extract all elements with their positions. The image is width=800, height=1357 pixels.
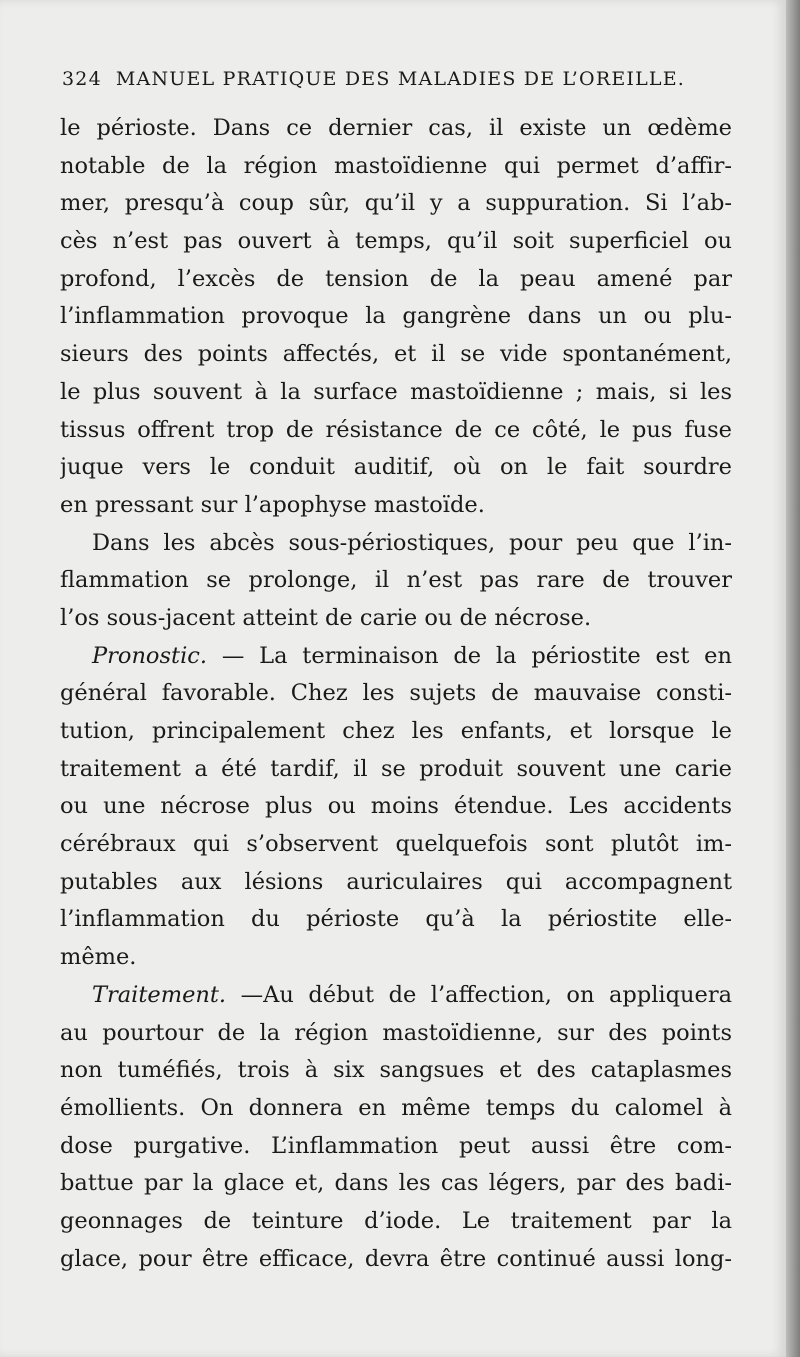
body-text	[60, 110, 732, 1278]
section-heading-traitement: Traitement.	[92, 981, 227, 1008]
text-line: l’os sous-jacent atteint de carie ou de nécrose.	[60, 604, 592, 631]
text-line: battue par la glace et, dans les cas légers, par des badi-	[60, 1170, 732, 1197]
text-line: l’inflammation provoque la gangrène dans un ou plu-	[60, 303, 732, 330]
section-heading-pronostic: Pronostic.	[92, 642, 208, 669]
text-line: général favorable. Chez les sujets de mauvaise consti-	[60, 680, 732, 707]
text-line-content: —Au début de l’affection, on appliquera	[240, 981, 732, 1008]
page-number: 324	[62, 68, 102, 90]
text-line: juque vers le conduit auditif, où on le fait sourdre	[60, 454, 732, 481]
text-line: émollients. On donnera en même temps du calomel à	[60, 1094, 732, 1121]
text-line: l’inflammation du périoste qu’à la périostite elle-	[60, 906, 732, 933]
text-line: ou une nécrose plus ou moins étendue. Les accidents	[60, 793, 732, 820]
text-line: au pourtour de la région mastoïdienne, sur des points	[60, 1019, 732, 1046]
text-line: en pressant sur l’apophyse mastoïde.	[60, 491, 485, 518]
text-line: cès n’est pas ouvert à temps, qu’il soit superficiel ou	[60, 228, 732, 255]
text-line: tissus offrent trop de résistance de ce côté, le pus fuse	[60, 416, 732, 443]
running-header	[62, 68, 712, 90]
text-line: profond, l’excès de tension de la peau amené par	[60, 265, 732, 292]
text-line-content: — La terminaison de la périostite est en	[221, 642, 732, 669]
page-edge-shadow	[786, 0, 800, 1357]
text-line: le plus souvent à la surface mastoïdienne ; mais, si les	[60, 378, 732, 405]
running-title: MANUEL PRATIQUE DES MALADIES DE L’OREILLE.	[115, 68, 686, 90]
text-line: tution, principalement chez les enfants, et lorsque le	[60, 718, 732, 744]
text-line: même.	[60, 944, 137, 971]
text-line: sieurs des points affectés, et il se vide spontanément,	[60, 341, 732, 368]
text-line: flammation se prolonge, il n’est pas rare de trouver	[60, 567, 732, 594]
text-line: notable de la région mastoïdienne qui permet d’affir-	[60, 152, 732, 179]
text-line	[60, 977, 732, 1015]
text-line: mer, presqu’à coup sûr, qu’il y a suppuration. Si l’ab-	[60, 190, 732, 217]
text-line: dose purgative. L’inflammation peut aussi être com-	[60, 1132, 732, 1159]
text-line: cérébraux qui s’observent quelquefois sont plutôt im-	[60, 831, 732, 858]
text-line: Dans les abcès sous-périostiques, pour peu que l’in-	[92, 529, 732, 556]
text-line: non tuméfiés, trois à six sangsues et des cataplasmes	[60, 1057, 732, 1084]
text-line: traitement a été tardif, il se produit souvent une carie	[60, 755, 732, 782]
text-line: glace, pour être efficace, devra être continué aussi long-	[60, 1245, 732, 1272]
text-line	[60, 638, 732, 676]
text-line: geonnages de teinture d’iode. Le traitement par la	[60, 1207, 732, 1234]
text-line: le périoste. Dans ce dernier cas, il existe un œdème	[60, 115, 732, 141]
text-line: putables aux lésions auriculaires qui accompagnent	[60, 868, 732, 895]
